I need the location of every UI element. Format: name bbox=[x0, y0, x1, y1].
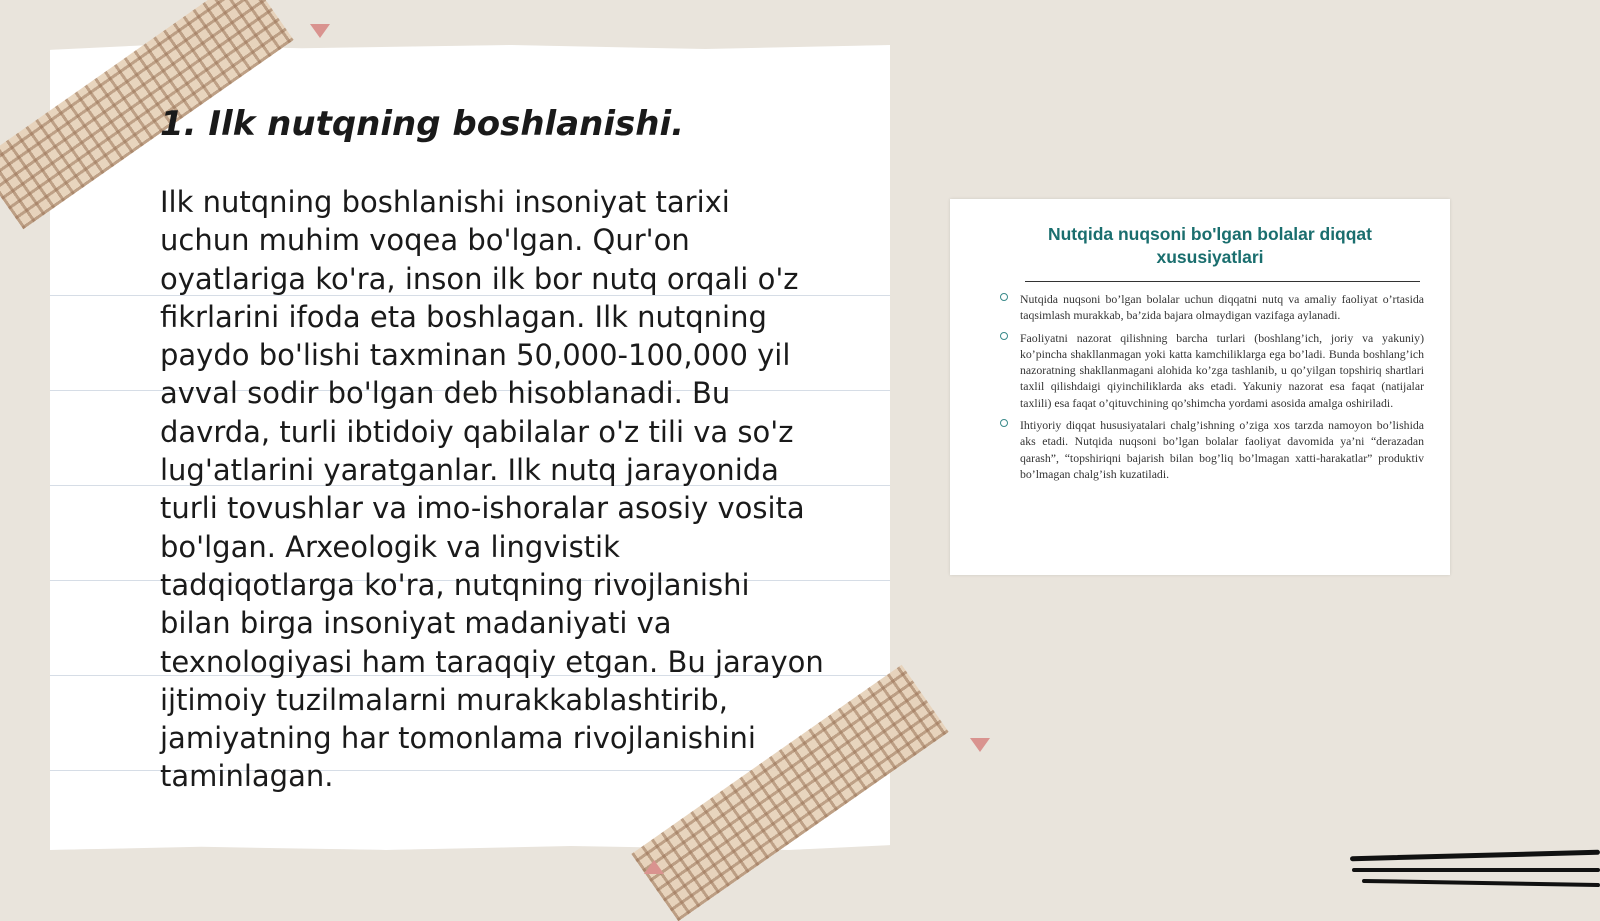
tape-corner-pin-icon bbox=[310, 24, 330, 38]
body-line: taminlagan. bbox=[160, 759, 334, 794]
embedded-figure bbox=[950, 199, 1450, 575]
body-line: ijtimoiy tuzilmalarni murakkablashtirib, bbox=[160, 682, 728, 717]
circle-bullet-icon bbox=[1000, 419, 1008, 427]
figure-divider bbox=[1025, 281, 1420, 282]
figure-bullet-list bbox=[1000, 291, 1424, 488]
body-line: jamiyatning har tomonlama rivojlanishini bbox=[160, 721, 756, 756]
body-line: avval sodir bo'lgan deb hisoblanadi. Bu bbox=[160, 376, 731, 411]
body-line: turli tovushlar va imo-ishoralar asosiy vosita bbox=[160, 491, 805, 526]
slide-body-text bbox=[160, 183, 850, 796]
circle-bullet-icon bbox=[1000, 332, 1008, 340]
body-line: bo'lgan. Arxeologik va lingvistik bbox=[160, 529, 620, 564]
body-line: fikrlarini ifoda eta boshlagan. Ilk nutqning bbox=[160, 299, 767, 334]
figure-item-text: Ihtiyoriy diqqat hususiyatalari chalg’ishning o’ziga xos tarzda namoyon bo’lishida aks etadi. Nutqida nuqsoni bo’lgan bolalar faoliyat davomida ya’ni “derazadan qarash”, “topshiriqni bajarish bilan bog’liq bo’lmagan xatti-harakatlar” produktiv bo’lmagan chalg’ish kuzatiladi. bbox=[1020, 418, 1424, 481]
circle-bullet-icon bbox=[1000, 293, 1008, 301]
body-line: oyatlariga ko'ra, inson ilk bor nutq orqali o'z bbox=[160, 261, 799, 296]
figure-item-text: Faoliyatni nazorat qilishning barcha turlari (boshlang’ich, joriy va yakuniy) ko’pincha shakllanmagan yoki katta kamchiliklarga ega bo’ladi. Bunda boshlang’ich nazoratning shakllanmagani alohida ko’zga tashlanib, u qo’yilgan topshiriq shartlari taxlil qilishdaigi qiyinchiliklarda aks etadi. Yakuniy nazorat esa faqat (natijalar taxlili) esa faqat o’qituvchining qo’shimcha yordami asosida amalga oshiriladi. bbox=[1020, 330, 1424, 410]
figure-list-item bbox=[1000, 417, 1424, 482]
figure-list-item bbox=[1000, 330, 1424, 411]
body-line: paydo bo'lishi taxminan 50,000-100,000 yil bbox=[160, 338, 791, 373]
body-line: uchun muhim voqea bo'lgan. Qur'on bbox=[160, 223, 690, 258]
body-line: tadqiqotlarga ko'ra, nutqning rivojlanishi bbox=[160, 567, 750, 602]
body-line: davrda, turli ibtidoiy qabilalar o'z tili va so'z bbox=[160, 414, 794, 449]
slide-title: 1. Ilk nutqning boshlanishi. bbox=[160, 104, 685, 144]
body-line: texnologiyasi ham taraqqiy etgan. Bu jarayon bbox=[160, 644, 824, 679]
body-line: Ilk nutqning boshlanishi insoniyat tarixi bbox=[160, 185, 730, 219]
figure-list-item bbox=[1000, 291, 1424, 324]
tape-corner-pin-icon bbox=[970, 738, 990, 752]
body-line: lug'atlarini yaratganlar. Ilk nutq jarayonida bbox=[160, 453, 779, 488]
decorative-brush-stroke bbox=[1352, 868, 1600, 872]
tape-corner-pin-icon bbox=[644, 860, 664, 874]
figure-title: Nutqida nuqsoni bo'lgan bolalar diqqat xususiyatlari bbox=[1047, 224, 1372, 267]
decorative-brush-stroke bbox=[1362, 879, 1600, 887]
figure-item-text: Nutqida nuqsoni bo’lgan bolalar uchun diqqatni nutq va amaliy faoliyat o’rtasida taqsimlash murakkab, ba’zida bajara olmaydigan vazifaga aylanadi. bbox=[1020, 292, 1424, 323]
body-line: bilan birga insoniyat madaniyati va bbox=[160, 606, 672, 641]
decorative-brush-stroke bbox=[1350, 850, 1600, 862]
